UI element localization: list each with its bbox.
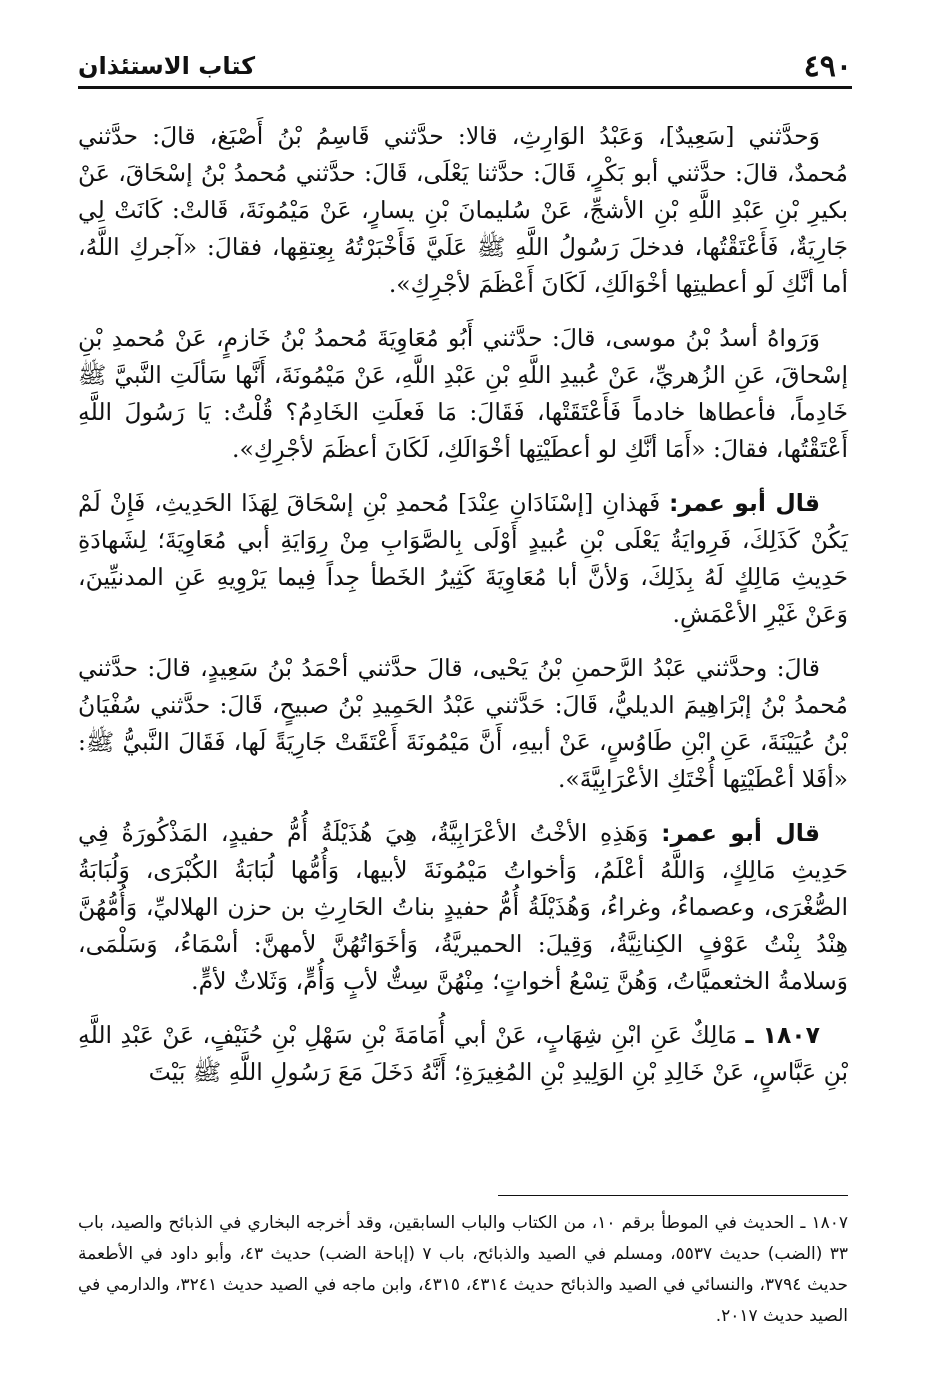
paragraph — [78, 815, 848, 1000]
paragraph — [78, 1017, 848, 1091]
paragraph-text: قالَ: وحدَّثني عَبْدُ الرَّحمنِ بْنُ يَحْيى، قالَ حدَّثني أحْمَدُ بْنُ سَعِيدٍ، قالَ: حدَّثني مُحمدُ بْنُ إبْرَاهِيمَ الديليُّ، قَالَ: حَدَّثني عَبْدُ الحَمِيدِ بْنُ صبيحٍ، قَالَ: حدَّثني سُفْيَانُ بْنُ عُيَيْنَةَ، عَنِ ابْنِ طَاوُسٍ، عَنْ أبيهِ، أَنَّ مَيْمُونَةَ أَعْتَقَتْ جَارِيَةً لَها، فَقَالَ النَّبيُّ ﷺ: «أفَلا أعْطَيْتِها أُخْتَكِ الأعْرَابِيَّةَ». — [78, 654, 848, 793]
paragraph-text: وَحدَّثني [سَعِيدٌ]، وَعَبْدُ الوَارِثِ، قالا: حدَّثني قَاسِمُ بْنُ أَصْبَغ، قالَ: حدَّثني مُحمدٌ، قالَ: حدَّثني أبو بَكْرٍ، قَالَ: حدَّثنا يَعْلَى، قَالَ: حدَّثني مُحمدُ بْنُ إسْحَاقَ، عَنْ بكيرِ بْنِ عَبْدِ اللَّهِ بْنِ الأشجِّ، عَنْ سُليمانَ بْنِ يسارٍ، عَنْ مَيْمُونَةَ، قَالتْ: كَانَتْ لِي جَارِيَةٌ، فَأَعْتَقْتُها، فدخلَ رَسُولُ اللَّهِ ﷺ عَلَيَّ فَأَخْبَرْتُهُ بِعِتقِها، فقالَ: «آجركِ اللَّهُ، أما أنَّكِ لَو أعطيتِها أخْوَالَكِ، لَكَانَ أَعْظَمَ لأجْرِكِ». — [78, 122, 848, 298]
footnote: ١٨٠٧ ـ الحديث في الموطأ برقم ١٠، من الكتاب والباب السابقين، وقد أخرجه البخاري في الذبائح والصيد، باب ٣٣ (الضب) حديث ٥٥٣٧، ومسلم في الصيد والذبائح، باب ٧ (إباحة الضب) حديث ٤٣، وأبو داود في الأطعمة حديث ٣٧٩٤، والنسائي في الصيد والذبائح حديث ٤٣١٤، ٤٣١٥، وابن ماجه في الصيد حديث ٣٢٤١، والدارمي في الصيد حديث ٢٠١٧. — [78, 1213, 849, 1326]
page-header — [78, 40, 852, 92]
page-number: ٤٩٠ — [803, 48, 852, 84]
paragraph — [78, 320, 848, 468]
footnote-separator — [498, 1195, 848, 1196]
paragraph-text: وَرَواهُ أسدُ بْنُ موسى، قالَ: حدَّثني أَبُو مُعَاوِيَةَ مُحمدُ بْنُ خَازمٍ، عَنْ مُحمدِ بْنِ إسْحاقَ، عَنِ الزُهريِّ، عَنْ عُبيدِ اللَّهِ بْنِ عَبْدِ اللَّهِ، عَنْ مَيْمُونَةَ، أَنَّها سَألَتِ النَّبيَّ ﷺ خَادِماً، فأعطاها خادماً فَأَعْتَقَتْها، فَقَالَ: مَا فَعلَتِ الخَادِمُ؟ قُلْتُ: يَا رَسُولَ اللَّهِ أَعْتَقْتُها، فقالَ: «أَمَا أنَّكِ لو أعطَيْتِها أخْوَالَكِ، لَكَانَ أعظَمَ لأجْرِكِ». — [78, 324, 848, 463]
main-text — [78, 118, 848, 1108]
footnotes — [78, 1208, 848, 1332]
paragraph-text: مَالِكٌ عَنِ ابْنِ شِهَابٍ، عَنْ أبي أُمَامَةَ بْنِ سَهْلِ بْنِ حُنَيْفٍ، عَنْ عَبْدِ اللَّهِ بْنِ عَبَّاسٍ، عَنْ خَالِدِ بْنِ الوَلِيدِ بْنِ المُغِيرَةِ؛ أَنَّهُ دَخَلَ مَعَ رَسُولِ اللَّهِ ﷺ بَيْتَ — [78, 1021, 848, 1086]
paragraph-lead: ١٨٠٧ ـ — [745, 1021, 820, 1049]
paragraph-text: فَهذانِ [إسْنَادَانِ عِنْدَ] مُحمدِ بْنِ إسْحَاقَ لِهَذَا الحَدِيثِ، فَإِنْ لَمْ يَكُنْ كَذَلِكَ، فَرِوايَةُ يَعْلَى بْنِ عُبيدٍ أَوْلَى بِالصَّوَابِ مِنْ رِوَايَةِ أبي مُعَاوِيَةَ؛ لِشَهادَةِ حَدِيثِ مَالِكٍ لَهُ بِذَلِكَ، وَلأنَّ أبا مُعَاوِيَةَ كَثِيرُ الخَطأ جِداً فِيما يَرْوِيهِ عَنِ المدنيِّينَ، وَعَنْ غَيْرِ الأعْمَشِ. — [78, 489, 848, 628]
header-rule — [78, 86, 852, 89]
paragraph-lead: قال أبو عمر: — [661, 819, 821, 847]
paragraph — [78, 485, 848, 633]
paragraph-lead: قال أبو عمر: — [668, 489, 820, 517]
chapter-title: كتاب الاستئذان — [78, 52, 256, 80]
paragraph — [78, 118, 848, 303]
paragraph — [78, 650, 848, 798]
paragraph-text: وَهَذِهِ الأخْتُ الأعْرَابِيَّةُ، هِيَ هُذَيْلَةُ أُمُّ حفيدٍ، المَذْكُورَةُ فِي حَدِيثِ مَالِكٍ، وَاللَّهُ أعْلَمُ، وَأخواتُ مَيْمُونَةَ لأبيها، وَأُمُّها لُبَابَةُ الكُبْرَى، وَلُبَابَةُ الصُّغْرَى، وعصماءُ، وغراءُ، وَهُذَيْلَةُ أُمُّ حفيدٍ بناتُ الحَارِثِ بن حزن الهلاليِّ، وَأُمُّهُنَّ هِنْدُ بِنْتُ عَوْفٍ الكِنانِيَّةُ، وَقِيلَ: الحميريَّةُ، وَأخَوَاتُهُنَّ لأمهنَّ: أسْمَاءُ، وَسَلْمَى، وَسلامةُ الخثعميَّاتُ، وَهُنَّ تِسْعُ أخواتٍ؛ مِنْهُنَّ سِتٌّ لأبٍ وَأُمٍّ، وَثَلاثٌ لأمٍّ. — [78, 819, 848, 995]
